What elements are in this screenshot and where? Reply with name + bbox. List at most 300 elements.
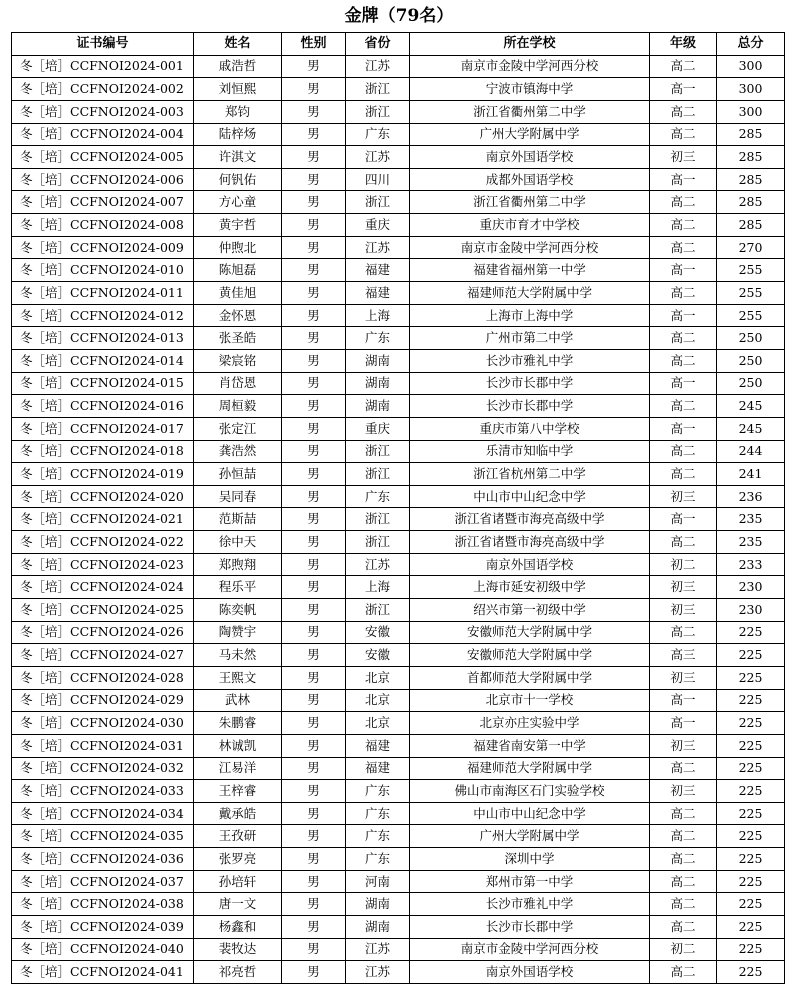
cell-name: 郑煦翔 <box>194 553 282 576</box>
table-row <box>12 463 785 486</box>
cell-cert-id: 冬［培］CCFNOI2024-035 <box>12 825 194 848</box>
cell-gender: 男 <box>282 417 346 440</box>
cell-cert-id: 冬［培］CCFNOI2024-024 <box>12 576 194 599</box>
cell-grade: 高二 <box>650 123 717 146</box>
table-row <box>12 848 785 871</box>
cell-cert-id: 冬［培］CCFNOI2024-040 <box>12 938 194 961</box>
cell-score: 225 <box>717 666 785 689</box>
cell-grade: 高二 <box>650 802 717 825</box>
cell-cert-id: 冬［培］CCFNOI2024-028 <box>12 666 194 689</box>
cell-gender: 男 <box>282 825 346 848</box>
cell-school: 长沙市雅礼中学 <box>410 349 650 372</box>
cell-grade: 初三 <box>650 666 717 689</box>
cell-score: 225 <box>717 870 785 893</box>
cell-school: 北京亦庄实验中学 <box>410 712 650 735</box>
cell-cert-id: 冬［培］CCFNOI2024-033 <box>12 780 194 803</box>
cell-gender: 男 <box>282 734 346 757</box>
table-row <box>12 100 785 123</box>
cell-gender: 男 <box>282 848 346 871</box>
cell-grade: 高二 <box>650 100 717 123</box>
cell-gender: 男 <box>282 395 346 418</box>
cell-province: 重庆 <box>346 417 410 440</box>
cell-name: 张罗亮 <box>194 848 282 871</box>
cell-gender: 男 <box>282 531 346 554</box>
cell-province: 湖南 <box>346 349 410 372</box>
cell-province: 浙江 <box>346 599 410 622</box>
cell-school: 重庆市育才中学校 <box>410 214 650 237</box>
cell-cert-id: 冬［培］CCFNOI2024-009 <box>12 236 194 259</box>
cell-score: 225 <box>717 780 785 803</box>
cell-province: 江苏 <box>346 236 410 259</box>
cell-score: 300 <box>717 55 785 78</box>
cell-grade: 高一 <box>650 168 717 191</box>
cell-score: 235 <box>717 508 785 531</box>
cell-province: 江苏 <box>346 55 410 78</box>
table-row <box>12 689 785 712</box>
cell-province: 浙江 <box>346 440 410 463</box>
cell-gender: 男 <box>282 349 346 372</box>
cell-gender: 男 <box>282 123 346 146</box>
table-row <box>12 508 785 531</box>
cell-cert-id: 冬［培］CCFNOI2024-022 <box>12 531 194 554</box>
cell-school: 浙江省杭州第二中学 <box>410 463 650 486</box>
cell-school: 重庆市第八中学校 <box>410 417 650 440</box>
cell-grade: 高二 <box>650 463 717 486</box>
cell-school: 宁波市镇海中学 <box>410 78 650 101</box>
cell-grade: 高二 <box>650 327 717 350</box>
cell-grade: 高一 <box>650 259 717 282</box>
cell-gender: 男 <box>282 802 346 825</box>
cell-score: 225 <box>717 915 785 938</box>
cell-cert-id: 冬［培］CCFNOI2024-017 <box>12 417 194 440</box>
cell-name: 孙培轩 <box>194 870 282 893</box>
table-row <box>12 304 785 327</box>
header-gender: 性别 <box>282 33 346 56</box>
table-row <box>12 621 785 644</box>
cell-grade: 高一 <box>650 78 717 101</box>
cell-gender: 男 <box>282 168 346 191</box>
cell-grade: 初二 <box>650 553 717 576</box>
cell-score: 225 <box>717 757 785 780</box>
cell-school: 首都师范大学附属中学 <box>410 666 650 689</box>
cell-name: 裴牧达 <box>194 938 282 961</box>
table-row <box>12 55 785 78</box>
cell-cert-id: 冬［培］CCFNOI2024-016 <box>12 395 194 418</box>
cell-grade: 高二 <box>650 282 717 305</box>
cell-name: 龚浩然 <box>194 440 282 463</box>
cell-province: 安徽 <box>346 644 410 667</box>
table-row <box>12 961 785 984</box>
cell-name: 武林 <box>194 689 282 712</box>
table-row <box>12 327 785 350</box>
cell-grade: 高一 <box>650 304 717 327</box>
cell-cert-id: 冬［培］CCFNOI2024-008 <box>12 214 194 237</box>
cell-name: 祁亮哲 <box>194 961 282 984</box>
header-province: 省份 <box>346 33 410 56</box>
cell-grade: 初三 <box>650 599 717 622</box>
cell-grade: 高二 <box>650 961 717 984</box>
table-row <box>12 870 785 893</box>
cell-province: 浙江 <box>346 508 410 531</box>
cell-score: 250 <box>717 372 785 395</box>
cell-province: 福建 <box>346 259 410 282</box>
cell-grade: 高二 <box>650 191 717 214</box>
cell-grade: 高二 <box>650 349 717 372</box>
cell-cert-id: 冬［培］CCFNOI2024-010 <box>12 259 194 282</box>
cell-name: 黄宇哲 <box>194 214 282 237</box>
cell-grade: 高一 <box>650 689 717 712</box>
table-row <box>12 576 785 599</box>
cell-province: 安徽 <box>346 621 410 644</box>
cell-grade: 高二 <box>650 825 717 848</box>
cell-gender: 男 <box>282 485 346 508</box>
cell-school: 北京市十一学校 <box>410 689 650 712</box>
cell-name: 王梓睿 <box>194 780 282 803</box>
cell-name: 程乐平 <box>194 576 282 599</box>
cell-score: 235 <box>717 531 785 554</box>
cell-name: 梁宸铭 <box>194 349 282 372</box>
cell-school: 乐清市知临中学 <box>410 440 650 463</box>
cell-score: 225 <box>717 734 785 757</box>
table-row <box>12 734 785 757</box>
cell-gender: 男 <box>282 327 346 350</box>
cell-grade: 高三 <box>650 644 717 667</box>
cell-cert-id: 冬［培］CCFNOI2024-041 <box>12 961 194 984</box>
cell-gender: 男 <box>282 214 346 237</box>
cell-name: 王孜研 <box>194 825 282 848</box>
cell-gender: 男 <box>282 961 346 984</box>
cell-score: 300 <box>717 100 785 123</box>
cell-province: 广东 <box>346 485 410 508</box>
table-row <box>12 802 785 825</box>
cell-cert-id: 冬［培］CCFNOI2024-014 <box>12 349 194 372</box>
cell-score: 255 <box>717 304 785 327</box>
cell-cert-id: 冬［培］CCFNOI2024-006 <box>12 168 194 191</box>
cell-province: 四川 <box>346 168 410 191</box>
cell-name: 肖岱恩 <box>194 372 282 395</box>
cell-gender: 男 <box>282 191 346 214</box>
cell-province: 上海 <box>346 304 410 327</box>
cell-gender: 男 <box>282 599 346 622</box>
cell-score: 233 <box>717 553 785 576</box>
cell-score: 285 <box>717 168 785 191</box>
cell-cert-id: 冬［培］CCFNOI2024-023 <box>12 553 194 576</box>
cell-name: 金怀恩 <box>194 304 282 327</box>
cell-province: 湖南 <box>346 893 410 916</box>
cell-name: 张圣皓 <box>194 327 282 350</box>
cell-grade: 高二 <box>650 893 717 916</box>
cell-score: 285 <box>717 123 785 146</box>
cell-name: 张定江 <box>194 417 282 440</box>
cell-score: 250 <box>717 327 785 350</box>
cell-province: 浙江 <box>346 78 410 101</box>
table-row <box>12 893 785 916</box>
cell-province: 重庆 <box>346 214 410 237</box>
cell-name: 戚浩哲 <box>194 55 282 78</box>
cell-score: 245 <box>717 417 785 440</box>
table-row <box>12 666 785 689</box>
cell-score: 244 <box>717 440 785 463</box>
cell-name: 王熙文 <box>194 666 282 689</box>
cell-school: 郑州市第一中学 <box>410 870 650 893</box>
table-row <box>12 938 785 961</box>
cell-grade: 高二 <box>650 395 717 418</box>
table-row <box>12 191 785 214</box>
cell-province: 广东 <box>346 802 410 825</box>
cell-name: 唐一文 <box>194 893 282 916</box>
cell-score: 225 <box>717 712 785 735</box>
cell-score: 241 <box>717 463 785 486</box>
cell-province: 福建 <box>346 282 410 305</box>
cell-school: 长沙市雅礼中学 <box>410 893 650 916</box>
cell-score: 225 <box>717 893 785 916</box>
header-grade: 年级 <box>650 33 717 56</box>
cell-school: 广州市第二中学 <box>410 327 650 350</box>
cell-province: 湖南 <box>346 395 410 418</box>
cell-province: 北京 <box>346 712 410 735</box>
cell-school: 浙江省诸暨市海亮高级中学 <box>410 508 650 531</box>
table-row <box>12 417 785 440</box>
cell-province: 北京 <box>346 666 410 689</box>
table-row <box>12 531 785 554</box>
cell-gender: 男 <box>282 304 346 327</box>
cell-province: 福建 <box>346 757 410 780</box>
cell-score: 225 <box>717 621 785 644</box>
cell-cert-id: 冬［培］CCFNOI2024-034 <box>12 802 194 825</box>
cell-score: 225 <box>717 848 785 871</box>
cell-score: 225 <box>717 825 785 848</box>
cell-province: 上海 <box>346 576 410 599</box>
cell-province: 江苏 <box>346 553 410 576</box>
cell-cert-id: 冬［培］CCFNOI2024-021 <box>12 508 194 531</box>
cell-name: 何钒佑 <box>194 168 282 191</box>
cell-province: 湖南 <box>346 372 410 395</box>
cell-province: 北京 <box>346 689 410 712</box>
cell-school: 南京市金陵中学河西分校 <box>410 55 650 78</box>
cell-school: 浙江省诸暨市海亮高级中学 <box>410 531 650 554</box>
table-row <box>12 146 785 169</box>
table-row <box>12 395 785 418</box>
cell-score: 225 <box>717 938 785 961</box>
cell-name: 马未然 <box>194 644 282 667</box>
table-header-row <box>12 33 785 56</box>
cell-grade: 高一 <box>650 712 717 735</box>
cell-grade: 高一 <box>650 508 717 531</box>
cell-score: 230 <box>717 599 785 622</box>
cell-grade: 高二 <box>650 440 717 463</box>
cell-name: 周桓毅 <box>194 395 282 418</box>
cell-cert-id: 冬［培］CCFNOI2024-029 <box>12 689 194 712</box>
cell-grade: 初三 <box>650 780 717 803</box>
cell-cert-id: 冬［培］CCFNOI2024-038 <box>12 893 194 916</box>
cell-grade: 高二 <box>650 870 717 893</box>
cell-grade: 高二 <box>650 848 717 871</box>
cell-gender: 男 <box>282 259 346 282</box>
cell-cert-id: 冬［培］CCFNOI2024-011 <box>12 282 194 305</box>
cell-cert-id: 冬［培］CCFNOI2024-027 <box>12 644 194 667</box>
table-row <box>12 915 785 938</box>
cell-school: 广州大学附属中学 <box>410 825 650 848</box>
cell-province: 江苏 <box>346 961 410 984</box>
cell-gender: 男 <box>282 757 346 780</box>
cell-score: 255 <box>717 259 785 282</box>
cell-cert-id: 冬［培］CCFNOI2024-031 <box>12 734 194 757</box>
cell-score: 245 <box>717 395 785 418</box>
cell-province: 江苏 <box>346 146 410 169</box>
cell-grade: 初三 <box>650 734 717 757</box>
cell-cert-id: 冬［培］CCFNOI2024-020 <box>12 485 194 508</box>
cell-score: 300 <box>717 78 785 101</box>
cell-school: 绍兴市第一初级中学 <box>410 599 650 622</box>
cell-school: 上海市上海中学 <box>410 304 650 327</box>
cell-cert-id: 冬［培］CCFNOI2024-007 <box>12 191 194 214</box>
cell-grade: 高二 <box>650 915 717 938</box>
cell-score: 236 <box>717 485 785 508</box>
cell-gender: 男 <box>282 553 346 576</box>
cell-cert-id: 冬［培］CCFNOI2024-030 <box>12 712 194 735</box>
cell-name: 陈奕帆 <box>194 599 282 622</box>
table-row <box>12 259 785 282</box>
table-row <box>12 349 785 372</box>
cell-gender: 男 <box>282 372 346 395</box>
cell-gender: 男 <box>282 78 346 101</box>
cell-name: 仲煦北 <box>194 236 282 259</box>
cell-province: 广东 <box>346 327 410 350</box>
header-school: 所在学校 <box>410 33 650 56</box>
cell-cert-id: 冬［培］CCFNOI2024-002 <box>12 78 194 101</box>
table-row <box>12 372 785 395</box>
cell-cert-id: 冬［培］CCFNOI2024-012 <box>12 304 194 327</box>
cell-school: 南京外国语学校 <box>410 553 650 576</box>
table-row <box>12 78 785 101</box>
cell-score: 270 <box>717 236 785 259</box>
table-row <box>12 599 785 622</box>
cell-gender: 男 <box>282 236 346 259</box>
cell-school: 长沙市长郡中学 <box>410 915 650 938</box>
cell-name: 孙恒喆 <box>194 463 282 486</box>
cell-school: 福建师范大学附属中学 <box>410 282 650 305</box>
cell-gender: 男 <box>282 508 346 531</box>
cell-cert-id: 冬［培］CCFNOI2024-019 <box>12 463 194 486</box>
cell-gender: 男 <box>282 55 346 78</box>
table-row <box>12 757 785 780</box>
cell-gender: 男 <box>282 146 346 169</box>
cell-school: 深圳中学 <box>410 848 650 871</box>
cell-province: 广东 <box>346 780 410 803</box>
cell-grade: 高二 <box>650 757 717 780</box>
cell-name: 江易洋 <box>194 757 282 780</box>
cell-cert-id: 冬［培］CCFNOI2024-004 <box>12 123 194 146</box>
cell-province: 江苏 <box>346 938 410 961</box>
cell-school: 长沙市长郡中学 <box>410 395 650 418</box>
cell-cert-id: 冬［培］CCFNOI2024-032 <box>12 757 194 780</box>
cell-cert-id: 冬［培］CCFNOI2024-013 <box>12 327 194 350</box>
cell-name: 黄佳旭 <box>194 282 282 305</box>
cell-gender: 男 <box>282 440 346 463</box>
cell-school: 安徽师范大学附属中学 <box>410 621 650 644</box>
cell-gender: 男 <box>282 689 346 712</box>
cell-name: 戴承皓 <box>194 802 282 825</box>
cell-school: 长沙市长郡中学 <box>410 372 650 395</box>
cell-name: 陶赞宇 <box>194 621 282 644</box>
cell-gender: 男 <box>282 712 346 735</box>
table-body <box>12 55 785 983</box>
cell-school: 中山市中山纪念中学 <box>410 802 650 825</box>
cell-province: 福建 <box>346 734 410 757</box>
cell-score: 225 <box>717 802 785 825</box>
cell-gender: 男 <box>282 780 346 803</box>
cell-name: 林诚凯 <box>194 734 282 757</box>
cell-gender: 男 <box>282 100 346 123</box>
header-cert-id: 证书编号 <box>12 33 194 56</box>
cell-school: 安徽师范大学附属中学 <box>410 644 650 667</box>
cell-grade: 初二 <box>650 938 717 961</box>
table-row <box>12 712 785 735</box>
cell-score: 225 <box>717 689 785 712</box>
table-row <box>12 168 785 191</box>
cell-name: 郑钧 <box>194 100 282 123</box>
cell-school: 福建省南安第一中学 <box>410 734 650 757</box>
cell-province: 广东 <box>346 848 410 871</box>
cell-cert-id: 冬［培］CCFNOI2024-039 <box>12 915 194 938</box>
table-row <box>12 553 785 576</box>
cell-gender: 男 <box>282 915 346 938</box>
cell-school: 浙江省衢州第二中学 <box>410 191 650 214</box>
cell-school: 福建省福州第一中学 <box>410 259 650 282</box>
header-score: 总分 <box>717 33 785 56</box>
cell-grade: 高二 <box>650 214 717 237</box>
gold-medal-table <box>11 32 785 984</box>
cell-grade: 初三 <box>650 576 717 599</box>
cell-gender: 男 <box>282 282 346 305</box>
table-row <box>12 644 785 667</box>
cell-name: 陆梓炀 <box>194 123 282 146</box>
cell-cert-id: 冬［培］CCFNOI2024-005 <box>12 146 194 169</box>
cell-name: 朱鹏睿 <box>194 712 282 735</box>
cell-name: 方心童 <box>194 191 282 214</box>
cell-school: 福建师范大学附属中学 <box>410 757 650 780</box>
table-row <box>12 485 785 508</box>
cell-cert-id: 冬［培］CCFNOI2024-036 <box>12 848 194 871</box>
table-row <box>12 780 785 803</box>
cell-province: 河南 <box>346 870 410 893</box>
cell-school: 南京外国语学校 <box>410 961 650 984</box>
cell-school: 南京市金陵中学河西分校 <box>410 938 650 961</box>
cell-grade: 高二 <box>650 55 717 78</box>
cell-gender: 男 <box>282 666 346 689</box>
cell-province: 广东 <box>346 825 410 848</box>
cell-score: 225 <box>717 644 785 667</box>
cell-score: 225 <box>717 961 785 984</box>
cell-grade: 高二 <box>650 531 717 554</box>
cell-cert-id: 冬［培］CCFNOI2024-037 <box>12 870 194 893</box>
cell-name: 陈旭磊 <box>194 259 282 282</box>
cell-province: 浙江 <box>346 191 410 214</box>
cell-cert-id: 冬［培］CCFNOI2024-015 <box>12 372 194 395</box>
cell-score: 230 <box>717 576 785 599</box>
table-row <box>12 123 785 146</box>
header-name: 姓名 <box>194 33 282 56</box>
cell-gender: 男 <box>282 893 346 916</box>
cell-school: 中山市中山纪念中学 <box>410 485 650 508</box>
cell-school: 浙江省衢州第二中学 <box>410 100 650 123</box>
cell-gender: 男 <box>282 870 346 893</box>
cell-grade: 高二 <box>650 236 717 259</box>
cell-grade: 初三 <box>650 146 717 169</box>
cell-province: 浙江 <box>346 463 410 486</box>
cell-grade: 高二 <box>650 621 717 644</box>
cell-gender: 男 <box>282 463 346 486</box>
